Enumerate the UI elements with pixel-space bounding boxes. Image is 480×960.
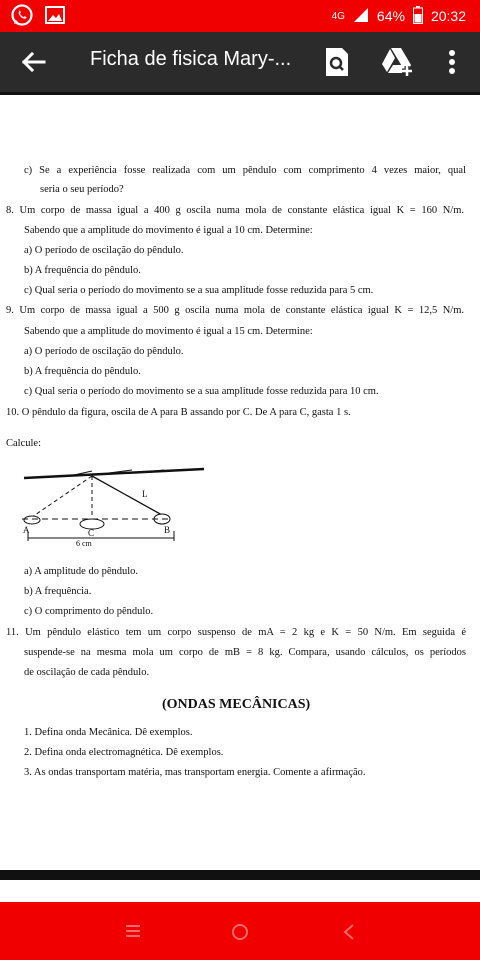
label-C: C: [88, 528, 95, 538]
doc-line: b) A frequência do pêndulo.: [24, 366, 141, 377]
doc-line: c) Qual seria o período do movimento se a sua amplitude fosse reduzida para 10 cm.: [24, 386, 379, 397]
label-L: L: [142, 489, 148, 499]
doc-line: 1. Defina onda Mecânica. Dê exemplos.: [24, 727, 193, 738]
status-indicators: [332, 0, 466, 32]
doc-line: suspende-se na mesma mola um corpo de mB = 8 kg. Compara, usando cálculos, os períodos: [24, 647, 466, 658]
navigation-bar: [0, 902, 480, 960]
doc-line: b) A frequência.: [24, 586, 92, 597]
drive-add-icon[interactable]: [380, 46, 416, 83]
bottom-divider: [0, 870, 480, 880]
doc-line: a) O período de oscilação do pêndulo.: [24, 245, 184, 256]
pendulum-figure: [14, 467, 214, 553]
doc-line: 11. Um pêndulo elástico tem um corpo suspenso de mA = 2 kg e K = 50 N/m. Em seguida é: [6, 627, 466, 638]
doc-line: Sabendo que a amplitude do movimento é igual a 10 cm. Determine:: [24, 225, 313, 236]
label-B: B: [164, 525, 171, 535]
doc-line: c) O comprimento do pêndulo.: [24, 606, 154, 617]
doc-line: 9. Um corpo de massa igual a 500 g oscila numa mola de constante elástica igual K = 12,5 N/m.: [6, 305, 464, 316]
doc-line: 2. Defina onda electromagnética. Dê exemplos.: [24, 747, 224, 758]
doc-line: Sabendo que a amplitude do movimento é igual a 15 cm. Determine:: [24, 326, 313, 337]
doc-line: c) Se a experiência fosse realizada com um pêndulo com comprimento 4 vezes maior, qual: [24, 165, 466, 176]
label-A: A: [23, 525, 30, 535]
document-page: [0, 95, 480, 870]
nav-back-icon[interactable]: [340, 922, 358, 947]
doc-line: 10. O pêndulo da figura, oscila de A para B assando por C. De A para C, gasta 1 s.: [6, 407, 351, 418]
status-bar: [0, 0, 480, 32]
doc-line: c) Qual seria o período do movimento se a sua amplitude fosse reduzida para 5 cm.: [24, 285, 374, 296]
battery-icon: [413, 6, 423, 27]
doc-line: 8. Um corpo de massa igual a 400 g oscila numa mola de constante elástica igual K = 160 N/m.: [6, 205, 464, 216]
doc-line: 3. As ondas transportam matéria, mas transportam energia. Comente a afirmação.: [24, 767, 366, 778]
home-icon[interactable]: [230, 922, 250, 947]
signal-icon: [353, 7, 369, 26]
section-heading: (ONDAS MECÂNICAS): [162, 697, 311, 712]
document-search-icon[interactable]: [322, 46, 352, 83]
doc-line: b) A frequência do pêndulo.: [24, 265, 141, 276]
app-bar: [0, 32, 480, 92]
clock: 20:32: [430, 8, 466, 24]
whatsapp-icon: [10, 3, 34, 32]
more-vert-icon[interactable]: [440, 46, 464, 83]
recents-icon[interactable]: [124, 922, 142, 945]
doc-line: a) A amplitude do pêndulo.: [24, 566, 139, 577]
battery-percent: 64%: [376, 8, 405, 24]
label-distance: 6 cm: [76, 539, 92, 548]
document-title: Ficha de fisica Mary-...: [90, 48, 292, 70]
back-arrow-icon[interactable]: [18, 46, 50, 78]
gallery-icon: [44, 4, 66, 31]
notification-icons: [10, 3, 66, 32]
doc-line: a) O período de oscilação do pêndulo.: [24, 346, 184, 357]
doc-line: seria o seu período?: [40, 184, 124, 195]
doc-line: de oscilação de cada pêndulo.: [24, 667, 150, 678]
doc-line: Calcule:: [6, 438, 41, 449]
network-type: 4G: [331, 10, 345, 22]
